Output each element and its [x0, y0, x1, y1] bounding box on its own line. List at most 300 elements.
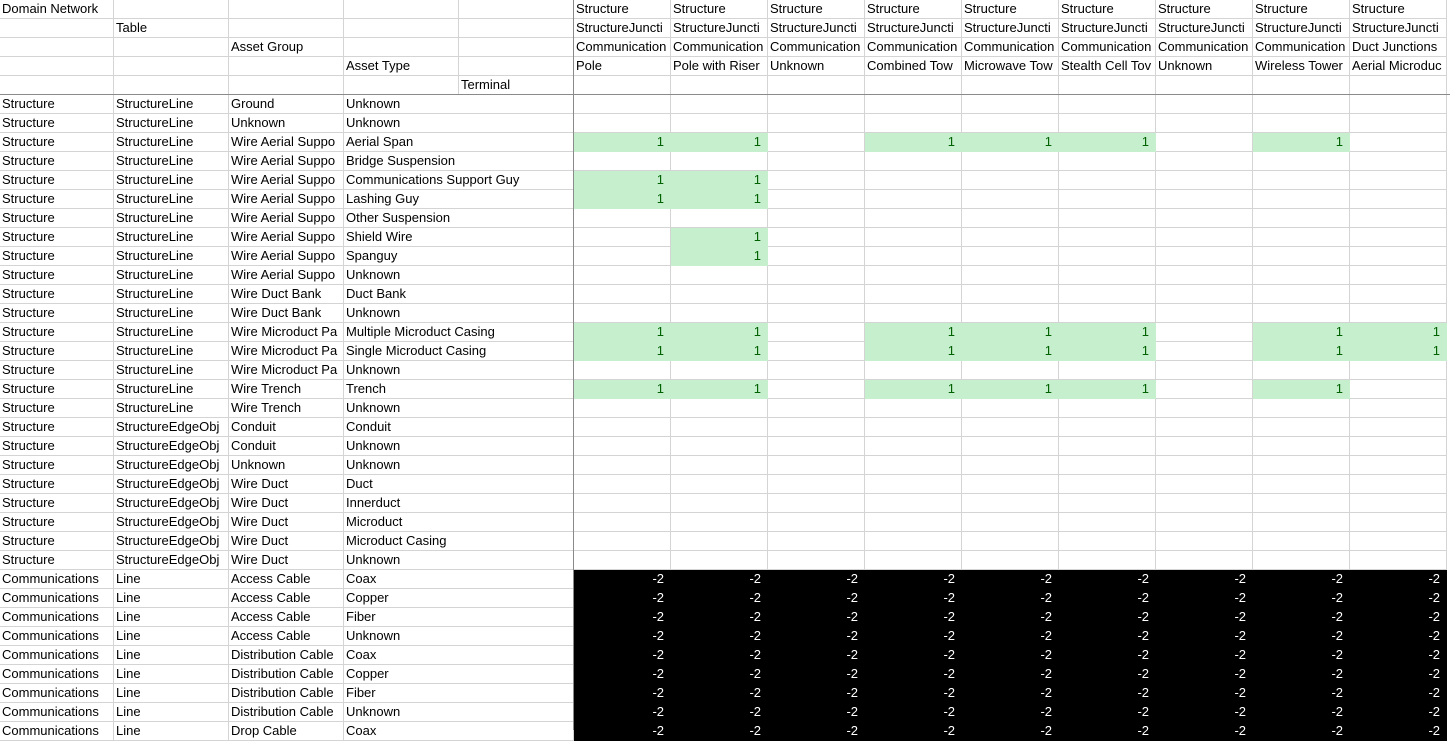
value-cell[interactable]: [1156, 437, 1253, 456]
value-cell[interactable]: 1: [1253, 133, 1350, 152]
value-cell[interactable]: -2: [768, 703, 865, 722]
value-cell[interactable]: [865, 285, 962, 304]
asset-type-cell[interactable]: Unknown: [344, 266, 574, 285]
value-cell[interactable]: [1059, 399, 1156, 418]
value-cell[interactable]: [1156, 532, 1253, 551]
value-cell[interactable]: [962, 456, 1059, 475]
value-cell[interactable]: -2: [1156, 665, 1253, 684]
empty-cell[interactable]: [962, 76, 1059, 95]
value-cell[interactable]: -2: [1059, 570, 1156, 589]
value-cell[interactable]: [865, 247, 962, 266]
value-cell[interactable]: [1156, 418, 1253, 437]
value-cell[interactable]: [1059, 304, 1156, 323]
table-cell[interactable]: Line: [114, 627, 229, 646]
empty-cell[interactable]: [0, 76, 114, 95]
value-cell[interactable]: -2: [1059, 646, 1156, 665]
column-header-cell[interactable]: Structure: [1156, 0, 1253, 19]
value-cell[interactable]: -2: [574, 589, 671, 608]
column-header-cell[interactable]: Structure: [574, 0, 671, 19]
domain-cell[interactable]: Communications: [0, 646, 114, 665]
column-header-cell[interactable]: Communication: [1156, 38, 1253, 57]
value-cell[interactable]: [1059, 437, 1156, 456]
asset-group-cell[interactable]: Wire Duct: [229, 532, 344, 551]
value-cell[interactable]: [1350, 399, 1447, 418]
table-cell[interactable]: StructureLine: [114, 152, 229, 171]
value-cell[interactable]: [1156, 190, 1253, 209]
value-cell[interactable]: [865, 475, 962, 494]
value-cell[interactable]: [1156, 171, 1253, 190]
asset-type-cell[interactable]: Duct: [344, 475, 574, 494]
value-cell[interactable]: [1059, 475, 1156, 494]
asset-group-cell[interactable]: Wire Aerial Suppo: [229, 190, 344, 209]
value-cell[interactable]: [1156, 95, 1253, 114]
value-cell[interactable]: -2: [768, 589, 865, 608]
domain-cell[interactable]: Structure: [0, 285, 114, 304]
table-cell[interactable]: StructureLine: [114, 209, 229, 228]
domain-cell[interactable]: Structure: [0, 266, 114, 285]
asset-group-cell[interactable]: Access Cable: [229, 589, 344, 608]
table-cell[interactable]: StructureEdgeObj: [114, 437, 229, 456]
table-cell[interactable]: StructureEdgeObj: [114, 418, 229, 437]
empty-cell[interactable]: [671, 76, 768, 95]
table-cell[interactable]: StructureEdgeObj: [114, 551, 229, 570]
value-cell[interactable]: [962, 266, 1059, 285]
asset-type-cell[interactable]: Coax: [344, 722, 574, 741]
domain-cell[interactable]: Structure: [0, 247, 114, 266]
value-cell[interactable]: [1059, 513, 1156, 532]
value-cell[interactable]: [962, 513, 1059, 532]
value-cell[interactable]: -2: [962, 703, 1059, 722]
domain-cell[interactable]: Structure: [0, 494, 114, 513]
value-cell[interactable]: 1: [574, 133, 671, 152]
value-cell[interactable]: [1156, 342, 1253, 361]
value-cell[interactable]: -2: [1350, 722, 1447, 741]
empty-cell[interactable]: [344, 76, 459, 95]
value-cell[interactable]: [1156, 399, 1253, 418]
value-cell[interactable]: [671, 285, 768, 304]
value-cell[interactable]: [574, 209, 671, 228]
value-cell[interactable]: [1253, 285, 1350, 304]
empty-cell[interactable]: [1059, 76, 1156, 95]
asset-group-cell[interactable]: Wire Duct: [229, 513, 344, 532]
empty-cell[interactable]: [344, 38, 459, 57]
value-cell[interactable]: [671, 209, 768, 228]
value-cell[interactable]: [671, 399, 768, 418]
value-cell[interactable]: [1253, 95, 1350, 114]
asset-group-cell[interactable]: Unknown: [229, 114, 344, 133]
domain-cell[interactable]: Structure: [0, 133, 114, 152]
value-cell[interactable]: -2: [1350, 646, 1447, 665]
column-header-cell[interactable]: StructureJuncti: [1253, 19, 1350, 38]
value-cell[interactable]: [1350, 266, 1447, 285]
domain-cell[interactable]: Communications: [0, 665, 114, 684]
value-cell[interactable]: -2: [1156, 570, 1253, 589]
value-cell[interactable]: 1: [962, 380, 1059, 399]
domain-cell[interactable]: Structure: [0, 418, 114, 437]
value-cell[interactable]: 1: [671, 247, 768, 266]
value-cell[interactable]: [768, 266, 865, 285]
value-cell[interactable]: -2: [865, 684, 962, 703]
value-cell[interactable]: [1350, 380, 1447, 399]
value-cell[interactable]: 1: [671, 171, 768, 190]
value-cell[interactable]: [1059, 456, 1156, 475]
value-cell[interactable]: -2: [671, 608, 768, 627]
value-cell[interactable]: [865, 114, 962, 133]
header-label-cell[interactable]: Terminal: [459, 76, 574, 95]
value-cell[interactable]: [574, 152, 671, 171]
value-cell[interactable]: [865, 437, 962, 456]
value-cell[interactable]: [1253, 152, 1350, 171]
asset-group-cell[interactable]: Wire Aerial Suppo: [229, 133, 344, 152]
asset-group-cell[interactable]: Unknown: [229, 456, 344, 475]
value-cell[interactable]: [574, 95, 671, 114]
value-cell[interactable]: [1350, 171, 1447, 190]
value-cell[interactable]: [1350, 456, 1447, 475]
column-header-cell[interactable]: Structure: [1059, 0, 1156, 19]
column-header-cell[interactable]: Microwave Tow: [962, 57, 1059, 76]
asset-type-cell[interactable]: Coax: [344, 570, 574, 589]
value-cell[interactable]: [574, 456, 671, 475]
value-cell[interactable]: -2: [865, 722, 962, 741]
value-cell[interactable]: -2: [1253, 608, 1350, 627]
asset-group-cell[interactable]: Drop Cable: [229, 722, 344, 741]
value-cell[interactable]: 1: [574, 342, 671, 361]
column-header-cell[interactable]: StructureJuncti: [1350, 19, 1447, 38]
value-cell[interactable]: 1: [574, 380, 671, 399]
value-cell[interactable]: [768, 380, 865, 399]
column-header-cell[interactable]: Structure: [865, 0, 962, 19]
value-cell[interactable]: [1350, 551, 1447, 570]
value-cell[interactable]: -2: [1253, 722, 1350, 741]
value-cell[interactable]: [671, 361, 768, 380]
table-cell[interactable]: StructureLine: [114, 266, 229, 285]
asset-type-cell[interactable]: Spanguy: [344, 247, 574, 266]
column-header-cell[interactable]: Structure: [1350, 0, 1447, 19]
table-cell[interactable]: StructureLine: [114, 133, 229, 152]
asset-group-cell[interactable]: Wire Aerial Suppo: [229, 228, 344, 247]
domain-cell[interactable]: Structure: [0, 171, 114, 190]
value-cell[interactable]: [574, 399, 671, 418]
domain-cell[interactable]: Communications: [0, 627, 114, 646]
value-cell[interactable]: [1253, 494, 1350, 513]
value-cell[interactable]: [1156, 114, 1253, 133]
value-cell[interactable]: [865, 95, 962, 114]
value-cell[interactable]: -2: [768, 684, 865, 703]
value-cell[interactable]: [1350, 437, 1447, 456]
value-cell[interactable]: [768, 152, 865, 171]
value-cell[interactable]: -2: [574, 703, 671, 722]
empty-cell[interactable]: [574, 76, 671, 95]
value-cell[interactable]: -2: [962, 589, 1059, 608]
value-cell[interactable]: [1253, 114, 1350, 133]
value-cell[interactable]: [1350, 494, 1447, 513]
domain-cell[interactable]: Structure: [0, 513, 114, 532]
table-cell[interactable]: StructureLine: [114, 361, 229, 380]
domain-cell[interactable]: Structure: [0, 209, 114, 228]
value-cell[interactable]: [1350, 190, 1447, 209]
value-cell[interactable]: [1059, 171, 1156, 190]
value-cell[interactable]: [768, 532, 865, 551]
value-cell[interactable]: 1: [671, 228, 768, 247]
value-cell[interactable]: [1253, 361, 1350, 380]
value-cell[interactable]: [1350, 475, 1447, 494]
value-cell[interactable]: -2: [865, 703, 962, 722]
value-cell[interactable]: [768, 247, 865, 266]
value-cell[interactable]: [865, 399, 962, 418]
table-cell[interactable]: StructureEdgeObj: [114, 456, 229, 475]
value-cell[interactable]: [962, 247, 1059, 266]
asset-type-cell[interactable]: Unknown: [344, 551, 574, 570]
value-cell[interactable]: [671, 532, 768, 551]
column-header-cell[interactable]: StructureJuncti: [962, 19, 1059, 38]
value-cell[interactable]: [574, 285, 671, 304]
empty-cell[interactable]: [344, 0, 459, 19]
column-header-cell[interactable]: StructureJuncti: [671, 19, 768, 38]
value-cell[interactable]: [574, 304, 671, 323]
value-cell[interactable]: -2: [768, 608, 865, 627]
asset-group-cell[interactable]: Wire Duct: [229, 475, 344, 494]
table-cell[interactable]: StructureEdgeObj: [114, 494, 229, 513]
asset-group-cell[interactable]: Wire Duct: [229, 494, 344, 513]
value-cell[interactable]: [1253, 551, 1350, 570]
value-cell[interactable]: -2: [1059, 703, 1156, 722]
value-cell[interactable]: -2: [671, 703, 768, 722]
asset-type-cell[interactable]: Unknown: [344, 703, 574, 722]
asset-type-cell[interactable]: Duct Bank: [344, 285, 574, 304]
asset-group-cell[interactable]: Access Cable: [229, 570, 344, 589]
empty-cell[interactable]: [0, 38, 114, 57]
value-cell[interactable]: [962, 228, 1059, 247]
value-cell[interactable]: [768, 95, 865, 114]
value-cell[interactable]: 1: [574, 323, 671, 342]
domain-cell[interactable]: Communications: [0, 703, 114, 722]
asset-type-cell[interactable]: Unknown: [344, 399, 574, 418]
value-cell[interactable]: -2: [962, 608, 1059, 627]
value-cell[interactable]: [768, 437, 865, 456]
value-cell[interactable]: [865, 551, 962, 570]
value-cell[interactable]: 1: [962, 342, 1059, 361]
table-cell[interactable]: StructureLine: [114, 323, 229, 342]
value-cell[interactable]: -2: [574, 608, 671, 627]
asset-group-cell[interactable]: Conduit: [229, 437, 344, 456]
domain-cell[interactable]: Structure: [0, 361, 114, 380]
value-cell[interactable]: [1253, 228, 1350, 247]
value-cell[interactable]: [671, 114, 768, 133]
value-cell[interactable]: [1059, 247, 1156, 266]
value-cell[interactable]: -2: [1156, 703, 1253, 722]
table-cell[interactable]: StructureEdgeObj: [114, 475, 229, 494]
value-cell[interactable]: -2: [574, 627, 671, 646]
table-cell[interactable]: StructureLine: [114, 342, 229, 361]
value-cell[interactable]: [1350, 152, 1447, 171]
value-cell[interactable]: [1350, 513, 1447, 532]
value-cell[interactable]: [1350, 285, 1447, 304]
value-cell[interactable]: [962, 114, 1059, 133]
table-cell[interactable]: StructureLine: [114, 304, 229, 323]
value-cell[interactable]: 1: [865, 323, 962, 342]
value-cell[interactable]: -2: [768, 627, 865, 646]
asset-group-cell[interactable]: Distribution Cable: [229, 646, 344, 665]
column-header-cell[interactable]: StructureJuncti: [865, 19, 962, 38]
value-cell[interactable]: [1156, 152, 1253, 171]
value-cell[interactable]: [671, 513, 768, 532]
asset-group-cell[interactable]: Access Cable: [229, 627, 344, 646]
column-header-cell[interactable]: Structure: [671, 0, 768, 19]
value-cell[interactable]: [1059, 494, 1156, 513]
header-label-cell[interactable]: Domain Network: [0, 0, 114, 19]
empty-cell[interactable]: [1156, 76, 1253, 95]
value-cell[interactable]: [671, 551, 768, 570]
value-cell[interactable]: -2: [1156, 722, 1253, 741]
domain-cell[interactable]: Structure: [0, 532, 114, 551]
empty-cell[interactable]: [768, 76, 865, 95]
asset-type-cell[interactable]: Shield Wire: [344, 228, 574, 247]
value-cell[interactable]: [768, 456, 865, 475]
table-cell[interactable]: Line: [114, 589, 229, 608]
domain-cell[interactable]: Structure: [0, 551, 114, 570]
value-cell[interactable]: -2: [1059, 722, 1156, 741]
value-cell[interactable]: [768, 342, 865, 361]
value-cell[interactable]: 1: [1253, 342, 1350, 361]
value-cell[interactable]: [1253, 513, 1350, 532]
value-cell[interactable]: [865, 361, 962, 380]
value-cell[interactable]: [865, 190, 962, 209]
value-cell[interactable]: [1156, 475, 1253, 494]
empty-cell[interactable]: [229, 19, 344, 38]
asset-type-cell[interactable]: Copper: [344, 665, 574, 684]
value-cell[interactable]: [768, 228, 865, 247]
value-cell[interactable]: [1156, 209, 1253, 228]
asset-type-cell[interactable]: Innerduct: [344, 494, 574, 513]
value-cell[interactable]: [574, 475, 671, 494]
empty-cell[interactable]: [1350, 76, 1447, 95]
value-cell[interactable]: -2: [865, 627, 962, 646]
column-header-cell[interactable]: StructureJuncti: [1059, 19, 1156, 38]
value-cell[interactable]: -2: [865, 608, 962, 627]
value-cell[interactable]: [1253, 399, 1350, 418]
value-cell[interactable]: [1156, 304, 1253, 323]
asset-group-cell[interactable]: Access Cable: [229, 608, 344, 627]
value-cell[interactable]: -2: [574, 684, 671, 703]
value-cell[interactable]: 1: [1350, 342, 1447, 361]
value-cell[interactable]: [768, 475, 865, 494]
value-cell[interactable]: [1350, 247, 1447, 266]
table-cell[interactable]: Line: [114, 665, 229, 684]
column-header-cell[interactable]: Communication: [768, 38, 865, 57]
value-cell[interactable]: -2: [671, 570, 768, 589]
value-cell[interactable]: [1156, 456, 1253, 475]
value-cell[interactable]: [962, 475, 1059, 494]
value-cell[interactable]: 1: [865, 133, 962, 152]
value-cell[interactable]: -2: [1059, 608, 1156, 627]
value-cell[interactable]: [768, 114, 865, 133]
column-header-cell[interactable]: Pole: [574, 57, 671, 76]
value-cell[interactable]: [574, 361, 671, 380]
value-cell[interactable]: 1: [1253, 380, 1350, 399]
empty-cell[interactable]: [114, 76, 229, 95]
value-cell[interactable]: [768, 361, 865, 380]
asset-group-cell[interactable]: Distribution Cable: [229, 665, 344, 684]
value-cell[interactable]: -2: [671, 646, 768, 665]
value-cell[interactable]: -2: [574, 722, 671, 741]
column-header-cell[interactable]: StructureJuncti: [1156, 19, 1253, 38]
table-cell[interactable]: StructureLine: [114, 114, 229, 133]
table-cell[interactable]: Line: [114, 608, 229, 627]
value-cell[interactable]: [1350, 304, 1447, 323]
asset-group-cell[interactable]: Distribution Cable: [229, 684, 344, 703]
empty-cell[interactable]: [229, 57, 344, 76]
value-cell[interactable]: [574, 551, 671, 570]
value-cell[interactable]: [1350, 361, 1447, 380]
value-cell[interactable]: 1: [671, 133, 768, 152]
value-cell[interactable]: -2: [671, 722, 768, 741]
value-cell[interactable]: [768, 304, 865, 323]
value-cell[interactable]: [1059, 532, 1156, 551]
value-cell[interactable]: [768, 494, 865, 513]
asset-type-cell[interactable]: Fiber: [344, 608, 574, 627]
asset-group-cell[interactable]: Wire Aerial Suppo: [229, 266, 344, 285]
value-cell[interactable]: [1253, 304, 1350, 323]
value-cell[interactable]: [962, 190, 1059, 209]
value-cell[interactable]: [1253, 456, 1350, 475]
value-cell[interactable]: [574, 266, 671, 285]
column-header-cell[interactable]: Structure: [1253, 0, 1350, 19]
table-cell[interactable]: StructureLine: [114, 285, 229, 304]
asset-type-cell[interactable]: Trench: [344, 380, 574, 399]
value-cell[interactable]: 1: [574, 171, 671, 190]
value-cell[interactable]: -2: [768, 722, 865, 741]
value-cell[interactable]: [768, 418, 865, 437]
value-cell[interactable]: [962, 152, 1059, 171]
table-cell[interactable]: StructureEdgeObj: [114, 532, 229, 551]
value-cell[interactable]: [1156, 323, 1253, 342]
value-cell[interactable]: -2: [1253, 627, 1350, 646]
asset-group-cell[interactable]: Wire Duct Bank: [229, 304, 344, 323]
asset-type-cell[interactable]: Microduct Casing: [344, 532, 574, 551]
empty-cell[interactable]: [459, 19, 574, 38]
asset-type-cell[interactable]: Unknown: [344, 437, 574, 456]
value-cell[interactable]: [865, 209, 962, 228]
empty-cell[interactable]: [114, 57, 229, 76]
empty-cell[interactable]: [459, 57, 574, 76]
value-cell[interactable]: 1: [574, 190, 671, 209]
value-cell[interactable]: 1: [1253, 323, 1350, 342]
value-cell[interactable]: -2: [1350, 589, 1447, 608]
value-cell[interactable]: [865, 228, 962, 247]
asset-type-cell[interactable]: Communications Support Guy: [344, 171, 574, 190]
value-cell[interactable]: [1253, 475, 1350, 494]
value-cell[interactable]: [1253, 247, 1350, 266]
value-cell[interactable]: 1: [962, 323, 1059, 342]
value-cell[interactable]: -2: [865, 646, 962, 665]
value-cell[interactable]: -2: [962, 684, 1059, 703]
domain-cell[interactable]: Structure: [0, 114, 114, 133]
domain-cell[interactable]: Structure: [0, 399, 114, 418]
value-cell[interactable]: [1059, 152, 1156, 171]
value-cell[interactable]: [1253, 418, 1350, 437]
value-cell[interactable]: [865, 171, 962, 190]
table-cell[interactable]: StructureLine: [114, 171, 229, 190]
value-cell[interactable]: -2: [1059, 684, 1156, 703]
value-cell[interactable]: [574, 418, 671, 437]
value-cell[interactable]: -2: [1253, 684, 1350, 703]
empty-cell[interactable]: [114, 38, 229, 57]
value-cell[interactable]: [1253, 532, 1350, 551]
asset-type-cell[interactable]: Lashing Guy: [344, 190, 574, 209]
value-cell[interactable]: [768, 285, 865, 304]
value-cell[interactable]: [1253, 209, 1350, 228]
value-cell[interactable]: [1156, 285, 1253, 304]
